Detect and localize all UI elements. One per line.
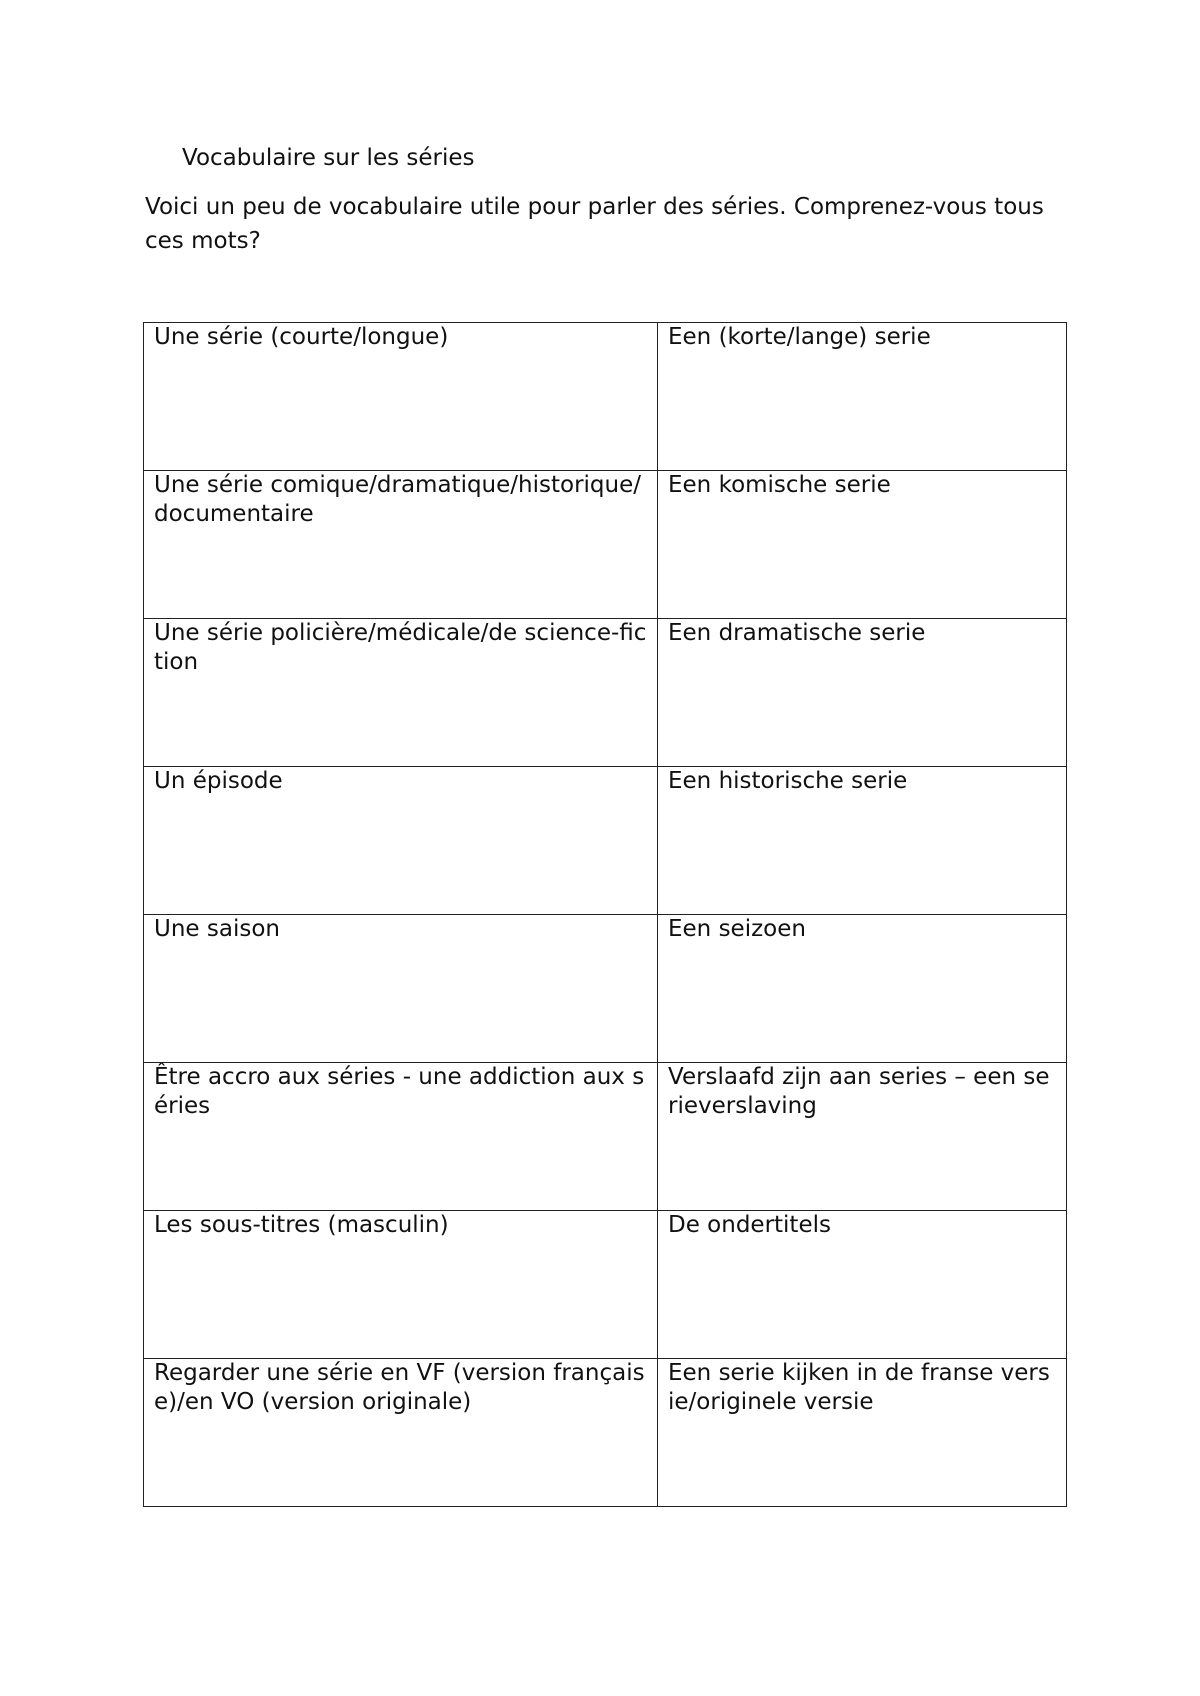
table-row	[144, 619, 1067, 767]
french-term: Les sous-titres (masculin)	[154, 1212, 449, 1238]
dutch-translation: Een serie kijken in de franse versie/originele versie	[668, 1360, 1050, 1415]
french-term-cell	[144, 471, 658, 619]
dutch-translation-cell	[658, 619, 1067, 767]
french-term: Regarder une série en VF (version française)/en VO (version originale)	[154, 1360, 645, 1415]
table-row	[144, 915, 1067, 1063]
dutch-translation: Een dramatische serie	[668, 620, 926, 646]
french-term: Une série comique/dramatique/historique/documentaire	[154, 472, 641, 527]
dutch-translation-cell	[658, 1359, 1067, 1507]
dutch-translation: De ondertitels	[668, 1212, 831, 1238]
vocabulary-table	[143, 322, 1067, 1507]
table-row	[144, 767, 1067, 915]
dutch-translation-cell	[658, 1211, 1067, 1359]
intro-paragraph: Voici un peu de vocabulaire utile pour parler des séries. Comprenez-vous tous ces mots?	[145, 194, 1044, 254]
french-term: Une série (courte/longue)	[154, 324, 449, 350]
french-term: Être accro aux séries - une addiction aux séries	[154, 1064, 645, 1119]
french-term-cell	[144, 1211, 658, 1359]
table-row	[144, 1211, 1067, 1359]
french-term: Un épisode	[154, 768, 283, 794]
dutch-translation-cell	[658, 1063, 1067, 1211]
dutch-translation-cell	[658, 915, 1067, 1063]
dutch-translation: Verslaafd zijn aan series – een serieverslaving	[668, 1064, 1050, 1119]
french-term-cell	[144, 323, 658, 471]
dutch-translation-cell	[658, 323, 1067, 471]
french-term-cell	[144, 1359, 658, 1507]
dutch-translation: Een (korte/lange) serie	[668, 324, 931, 350]
french-term-cell	[144, 619, 658, 767]
dutch-translation: Een historische serie	[668, 768, 908, 794]
french-term-cell	[144, 767, 658, 915]
french-term: Une série policière/médicale/de science-fiction	[154, 620, 647, 675]
table-row	[144, 1359, 1067, 1507]
dutch-translation-cell	[658, 471, 1067, 619]
document-title: Vocabulaire sur les séries	[182, 145, 475, 171]
dutch-translation: Een seizoen	[668, 916, 806, 942]
french-term-cell	[144, 1063, 658, 1211]
table-row	[144, 471, 1067, 619]
table-row	[144, 1063, 1067, 1211]
french-term-cell	[144, 915, 658, 1063]
dutch-translation-cell	[658, 767, 1067, 915]
table-row	[144, 323, 1067, 471]
french-term: Une saison	[154, 916, 280, 942]
dutch-translation: Een komische serie	[668, 472, 891, 498]
